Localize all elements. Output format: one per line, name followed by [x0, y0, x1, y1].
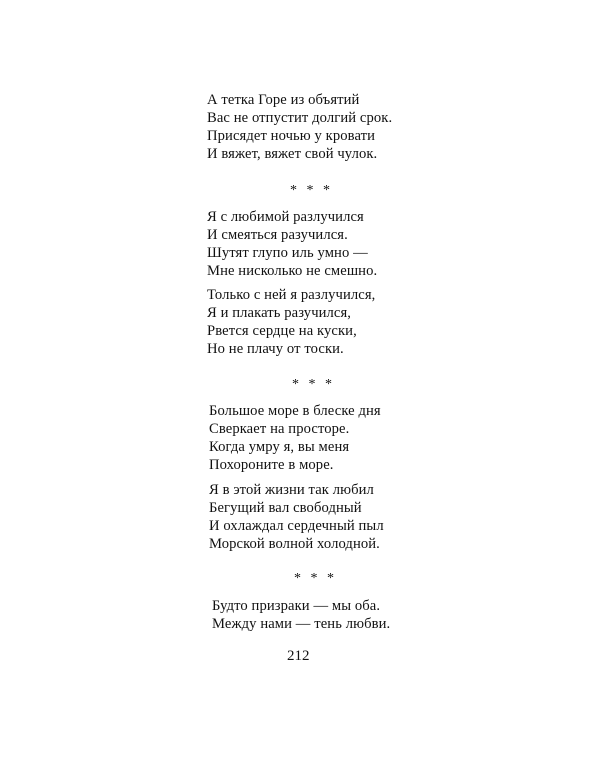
poem-3-line-2: Сверкает на просторе. [209, 421, 350, 437]
poem-2-line-4: Мне нисколько не смешно. [207, 263, 378, 279]
poem-2-line-7: Рвется сердце на куски, [207, 323, 357, 339]
poem-3-line-4: Похороните в море. [209, 457, 334, 473]
page-number: 212 [287, 648, 310, 664]
poem-4-line-1: Будто призраки — мы оба. [212, 598, 381, 614]
poem-2-line-3: Шутят глупо иль умно — [207, 245, 368, 261]
poem-3-line-3: Когда умру я, вы меня [209, 439, 350, 455]
poem-2-line-8: Но не плачу от тоски. [207, 341, 344, 357]
poem-4-line-2: Между нами — тень любви. [212, 616, 391, 632]
section-separator-2: * * * [292, 377, 332, 392]
poem-3-line-7: И охлаждал сердечный пыл [209, 518, 384, 534]
section-separator-3: * * * [294, 571, 334, 586]
poem-1-line-2: Вас не отпустит долгий срок. [207, 110, 393, 126]
poem-3-line-1: Большое море в блеске дня [209, 403, 381, 419]
section-separator-1: * * * [290, 183, 330, 198]
poem-1-line-1: А тетка Горе из объятий [207, 92, 360, 108]
poem-3-line-6: Бегущий вал свободный [209, 500, 362, 516]
poem-1-line-4: И вяжет, вяжет свой чулок. [207, 146, 378, 162]
poem-1-line-3: Присядет ночью у кровати [207, 128, 376, 144]
poem-3-line-5: Я в этой жизни так любил [209, 482, 374, 498]
poem-3-line-8: Морской волной холодной. [209, 536, 380, 552]
poem-2-line-2: И смеяться разучился. [207, 227, 348, 243]
poem-2-line-5: Только с ней я разлучился, [207, 287, 376, 303]
poem-2-line-1: Я с любимой разлучился [207, 209, 364, 225]
poem-2-line-6: Я и плакать разучился, [207, 305, 352, 321]
